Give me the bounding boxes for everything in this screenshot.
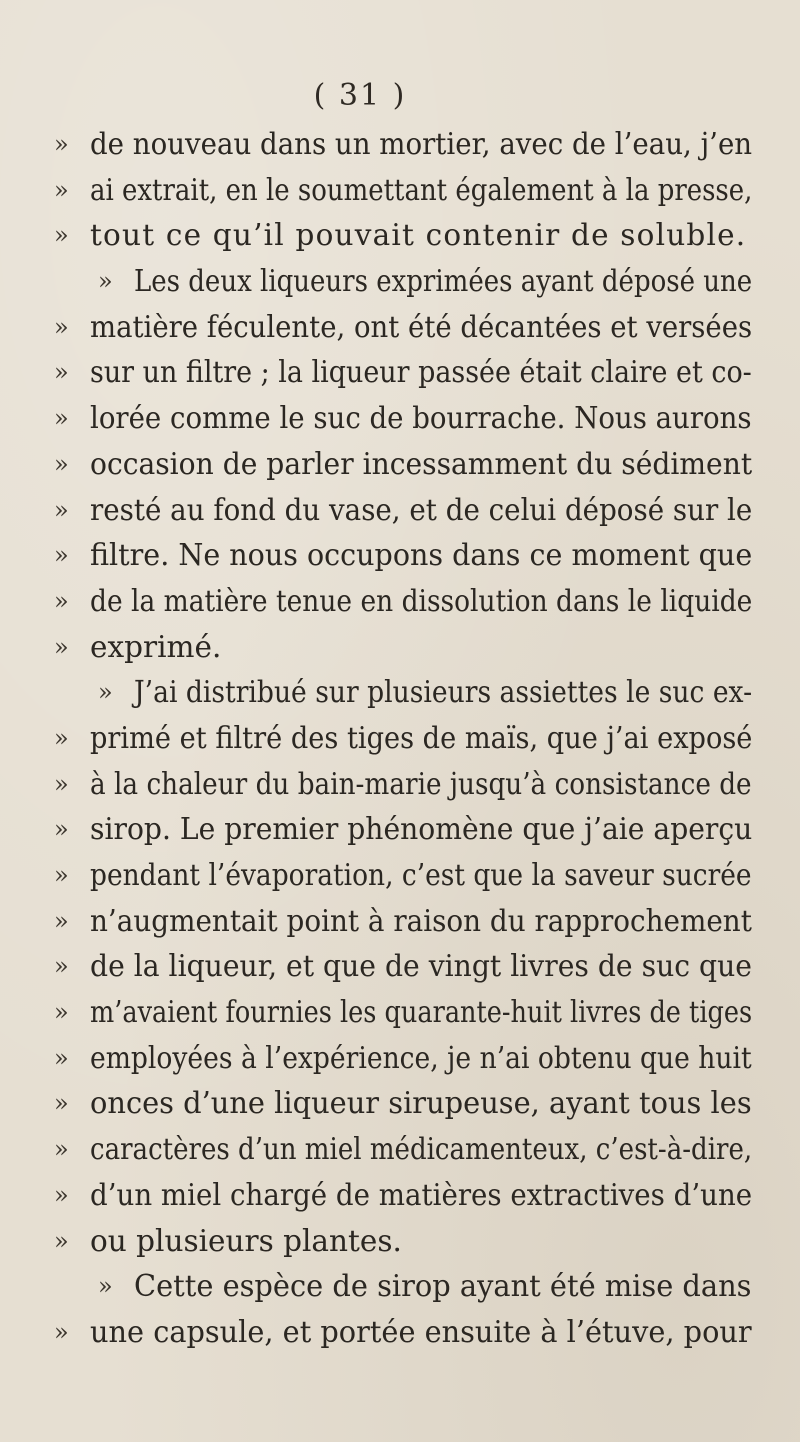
text-line: [0, 1219, 800, 1265]
quote-mark: »: [54, 815, 69, 844]
line-text: lorée comme le suc de bourrache. Nous aurons: [90, 401, 752, 436]
line-text: filtre. Ne nous occupons dans ce moment que: [90, 538, 753, 573]
line-text: Les deux liqueurs exprimées ayant déposé une: [134, 264, 753, 299]
text-line: [0, 670, 800, 716]
quote-mark: »: [54, 449, 69, 478]
quote-mark: »: [54, 404, 69, 433]
text-line: [0, 990, 800, 1036]
line-text: matière féculente, ont été décantées et versées: [90, 309, 753, 344]
text-line: [0, 716, 800, 762]
text-line: [0, 396, 800, 442]
text-line: [0, 579, 800, 625]
text-line: [0, 1127, 800, 1173]
quote-mark: »: [98, 1272, 113, 1301]
line-text: primé et filtré des tiges de maïs, que j’ai exposé: [90, 720, 753, 755]
text-line: [0, 1081, 800, 1127]
quote-mark: »: [54, 130, 69, 158]
text-line: [0, 899, 800, 945]
text-line: [0, 259, 800, 305]
quote-mark: »: [54, 1089, 69, 1118]
line-text: d’un miel chargé de matières extractives d’une: [90, 1177, 753, 1212]
text-line: [0, 350, 800, 396]
line-text: de nouveau dans un mortier, avec de l’eau, j’en: [90, 127, 753, 161]
quote-mark: »: [54, 358, 69, 387]
text-line: [0, 533, 800, 579]
quote-mark: »: [54, 495, 69, 524]
text-line: [0, 1036, 800, 1082]
line-text: m’avaient fournies les quarante-huit livres de tiges: [90, 995, 753, 1030]
text-line: [0, 807, 800, 853]
text-block: [0, 122, 800, 1356]
line-text: une capsule, et portée ensuite à l’étuve, pour: [90, 1314, 752, 1349]
line-text: resté au fond du vase, et de celui déposé sur le: [90, 492, 753, 527]
text-line: [0, 1310, 800, 1356]
quote-mark: »: [54, 998, 69, 1027]
text-line: [0, 213, 800, 259]
quote-mark: »: [54, 906, 69, 935]
text-line: [0, 122, 800, 168]
text-line: [0, 488, 800, 534]
text-line: [0, 305, 800, 351]
line-text: exprimé.: [90, 629, 222, 664]
line-text: tout ce qu’il pouvait contenir de soluble.: [90, 218, 747, 253]
quote-mark: »: [54, 312, 69, 341]
line-text: pendant l’évaporation, c’est que la saveur sucrée: [90, 858, 752, 892]
text-line: [0, 625, 800, 671]
quote-mark: »: [54, 586, 69, 615]
quote-mark: »: [54, 769, 69, 798]
line-text: ou plusieurs plantes.: [90, 1223, 402, 1258]
quote-mark: »: [54, 723, 69, 752]
line-text: sur un filtre ; la liqueur passée était claire et co-: [90, 355, 752, 390]
line-text: Cette espèce de sirop ayant été mise dans: [134, 1269, 752, 1304]
quote-mark: »: [54, 541, 69, 570]
line-text: caractères d’un miel médicamenteux, c’est-à-dire,: [90, 1132, 753, 1167]
text-line: [0, 944, 800, 990]
line-text: n’augmentait point à raison du rapprochement: [90, 903, 752, 938]
page-number: ( 31 ): [313, 78, 407, 113]
quote-mark: »: [54, 221, 69, 250]
text-line: [0, 442, 800, 488]
quote-mark: »: [54, 175, 69, 204]
text-line: [0, 762, 800, 808]
quote-mark: »: [98, 267, 113, 296]
text-line: [0, 168, 800, 214]
line-text: occasion de parler incessamment du sédiment: [90, 446, 753, 481]
line-text: J’ai distribué sur plusieurs assiettes le suc ex-: [134, 675, 753, 710]
quote-mark: »: [98, 678, 113, 707]
line-text: sirop. Le premier phénomène que j’aie aperçu: [90, 812, 753, 847]
line-text: de la matière tenue en dissolution dans le liquide: [90, 583, 753, 618]
line-text: employées à l’expérience, je n’ai obtenu que huit: [90, 1040, 752, 1075]
quote-mark: »: [54, 1135, 69, 1164]
quote-mark: »: [54, 1226, 69, 1255]
line-text: onces d’une liqueur sirupeuse, ayant tous les: [90, 1086, 752, 1121]
quote-mark: »: [54, 1043, 69, 1072]
quote-mark: »: [54, 861, 69, 889]
line-text: de la liqueur, et que de vingt livres de suc que: [90, 949, 752, 984]
text-line: [0, 853, 800, 899]
line-text: à la chaleur du bain-marie jusqu’à consistance de: [90, 766, 752, 801]
quote-mark: »: [54, 632, 69, 661]
text-line: [0, 1173, 800, 1219]
quote-mark: »: [54, 1317, 69, 1346]
quote-mark: »: [54, 952, 69, 981]
line-text: ai extrait, en le soumettant également à la presse,: [90, 172, 753, 207]
quote-mark: »: [54, 1180, 69, 1209]
text-line: [0, 1264, 800, 1310]
